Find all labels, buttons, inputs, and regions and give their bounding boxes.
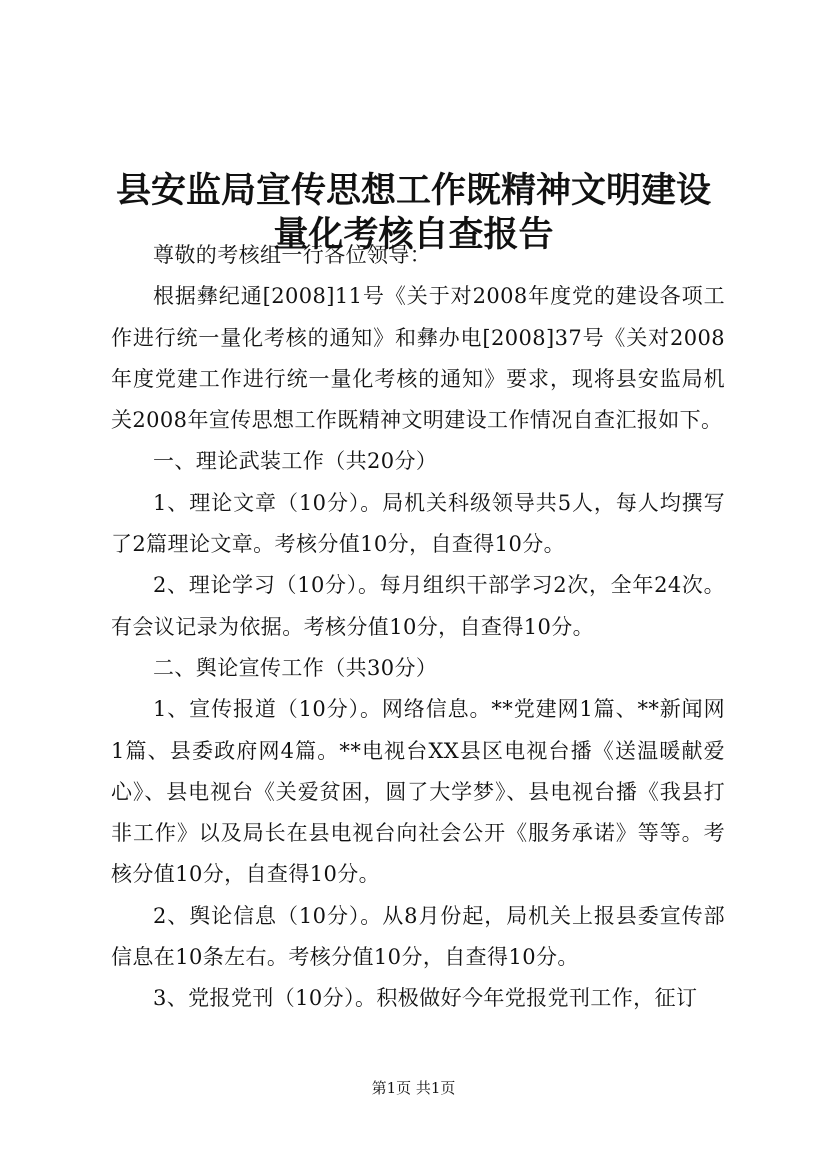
- intro-paragraph: 根据彝纪通[2008]11号《关于对2008年度党的建设各项工作进行统一量化考核的通知》和彝办电[2008]37号《关对2008年度党建工作进行统一量化考核的通知》要求，现将县安监局机关2008年宣传思想工作既精神文明建设工作情况自查汇报如下。: [111, 284, 725, 433]
- section-heading-publicity: 二、舆论宣传工作（共30分）: [153, 655, 438, 680]
- document-body: [111, 235, 725, 1020]
- item-theory-study: 2、理论学习（10分）。每月组织干部学习2次，全年24次。有会议记录为依据。考核分值10分，自查得10分。: [111, 573, 725, 639]
- page-footer: 第1页 共1页: [371, 1079, 456, 1097]
- item-party-publications: 3、党报党刊（10分）。积极做好今年党报党刊工作，征订: [153, 986, 698, 1011]
- item-publicity-reports: 1、宣传报道（10分）。网络信息。**党建网1篇、**新闻网1篇、县委政府网4篇。**电视台XX县区电视台播《送温暖献爱心》、县电视台《关爱贫困，圆了大学梦》、县电视台播《我县打非工作》以及局长在县电视台向社会公开《服务承诺》等等。考核分值10分，自查得10分。: [111, 697, 725, 887]
- item-publicity-info: 2、舆论信息（10分）。从8月份起，局机关上报县委宣传部信息在10条左右。考核分值10分，自查得10分。: [111, 903, 725, 970]
- section-heading-theory: 一、理论武装工作（共20分）: [153, 449, 438, 474]
- item-theory-articles: 1、理论文章（10分）。局机关科级领导共5人，每人均撰写了2篇理论文章。考核分值10分，自查得10分。: [111, 490, 725, 557]
- salutation-paragraph: 尊敬的考核组一行各位领导：: [153, 243, 432, 267]
- document-title: 县安监局宣传思想工作既精神文明建设量化考核自查报告: [115, 170, 711, 256]
